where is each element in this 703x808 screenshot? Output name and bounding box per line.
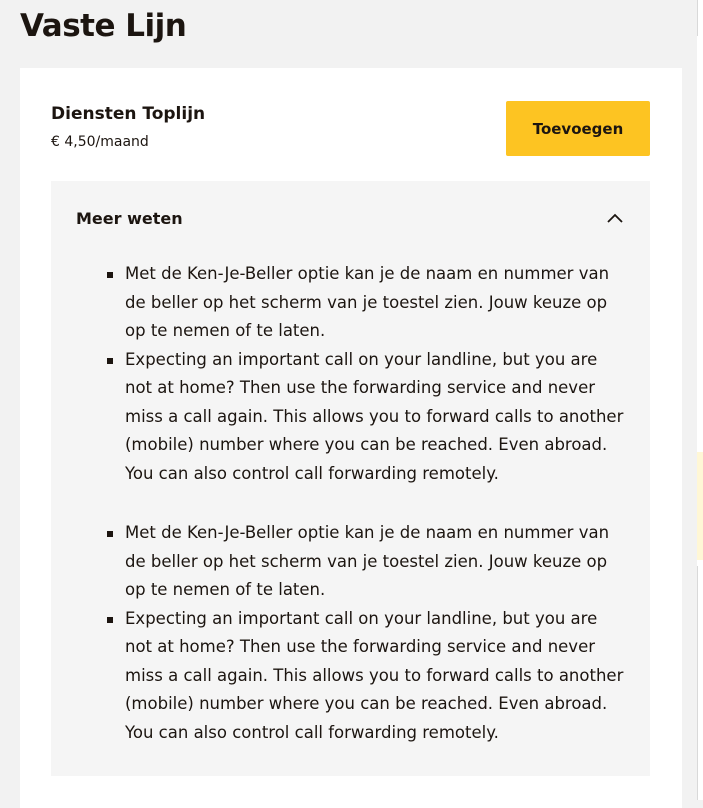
bullet-icon: [107, 358, 113, 364]
adjacent-panel-edge: [697, 0, 703, 800]
more-info-title: Meer weten: [76, 209, 183, 228]
service-card: [20, 68, 682, 808]
bullet-icon: [107, 617, 113, 623]
list-item: [107, 346, 627, 489]
list-item-text: Met de Ken-Je-Beller optie kan je de naam en nummer van de beller op het scherm van je toestel zien. Jouw keuze op op te nemen of te laten.: [125, 523, 610, 599]
list-item-text: Expecting an important call on your landline, but you are not at home? Then use the forwarding service and never miss a call again. This allows you to forward calls to another (mobile) number where you can be reached. Even abroad. You can also control call forwarding remotely.: [125, 349, 624, 483]
bullet-icon: [107, 531, 113, 537]
add-service-button[interactable]: Toevoegen: [506, 101, 650, 156]
list-item: [107, 519, 627, 605]
more-info-toggle[interactable]: [51, 181, 650, 257]
service-price: € 4,50/maand: [51, 134, 149, 150]
edge-divider-top: [697, 0, 698, 36]
page-title: Vaste Lijn: [20, 8, 187, 44]
edge-divider-bottom: [697, 566, 698, 800]
feature-list: [107, 260, 627, 488]
more-info-accordion: [51, 181, 650, 776]
chevron-up-icon[interactable]: [605, 211, 625, 225]
list-item: [107, 605, 627, 748]
feature-list: [107, 519, 627, 747]
bullet-icon: [107, 272, 113, 278]
edge-highlight: [697, 452, 703, 560]
list-item-text: Met de Ken-Je-Beller optie kan je de naam en nummer van de beller op het scherm van je toestel zien. Jouw keuze op op te nemen of te laten.: [125, 264, 610, 340]
list-item: [107, 260, 627, 346]
list-item-text: Expecting an important call on your landline, but you are not at home? Then use the forwarding service and never miss a call again. This allows you to forward calls to another (mobile) number where you can be reached. Even abroad. You can also control call forwarding remotely.: [125, 608, 624, 742]
service-name: Diensten Toplijn: [51, 104, 206, 124]
